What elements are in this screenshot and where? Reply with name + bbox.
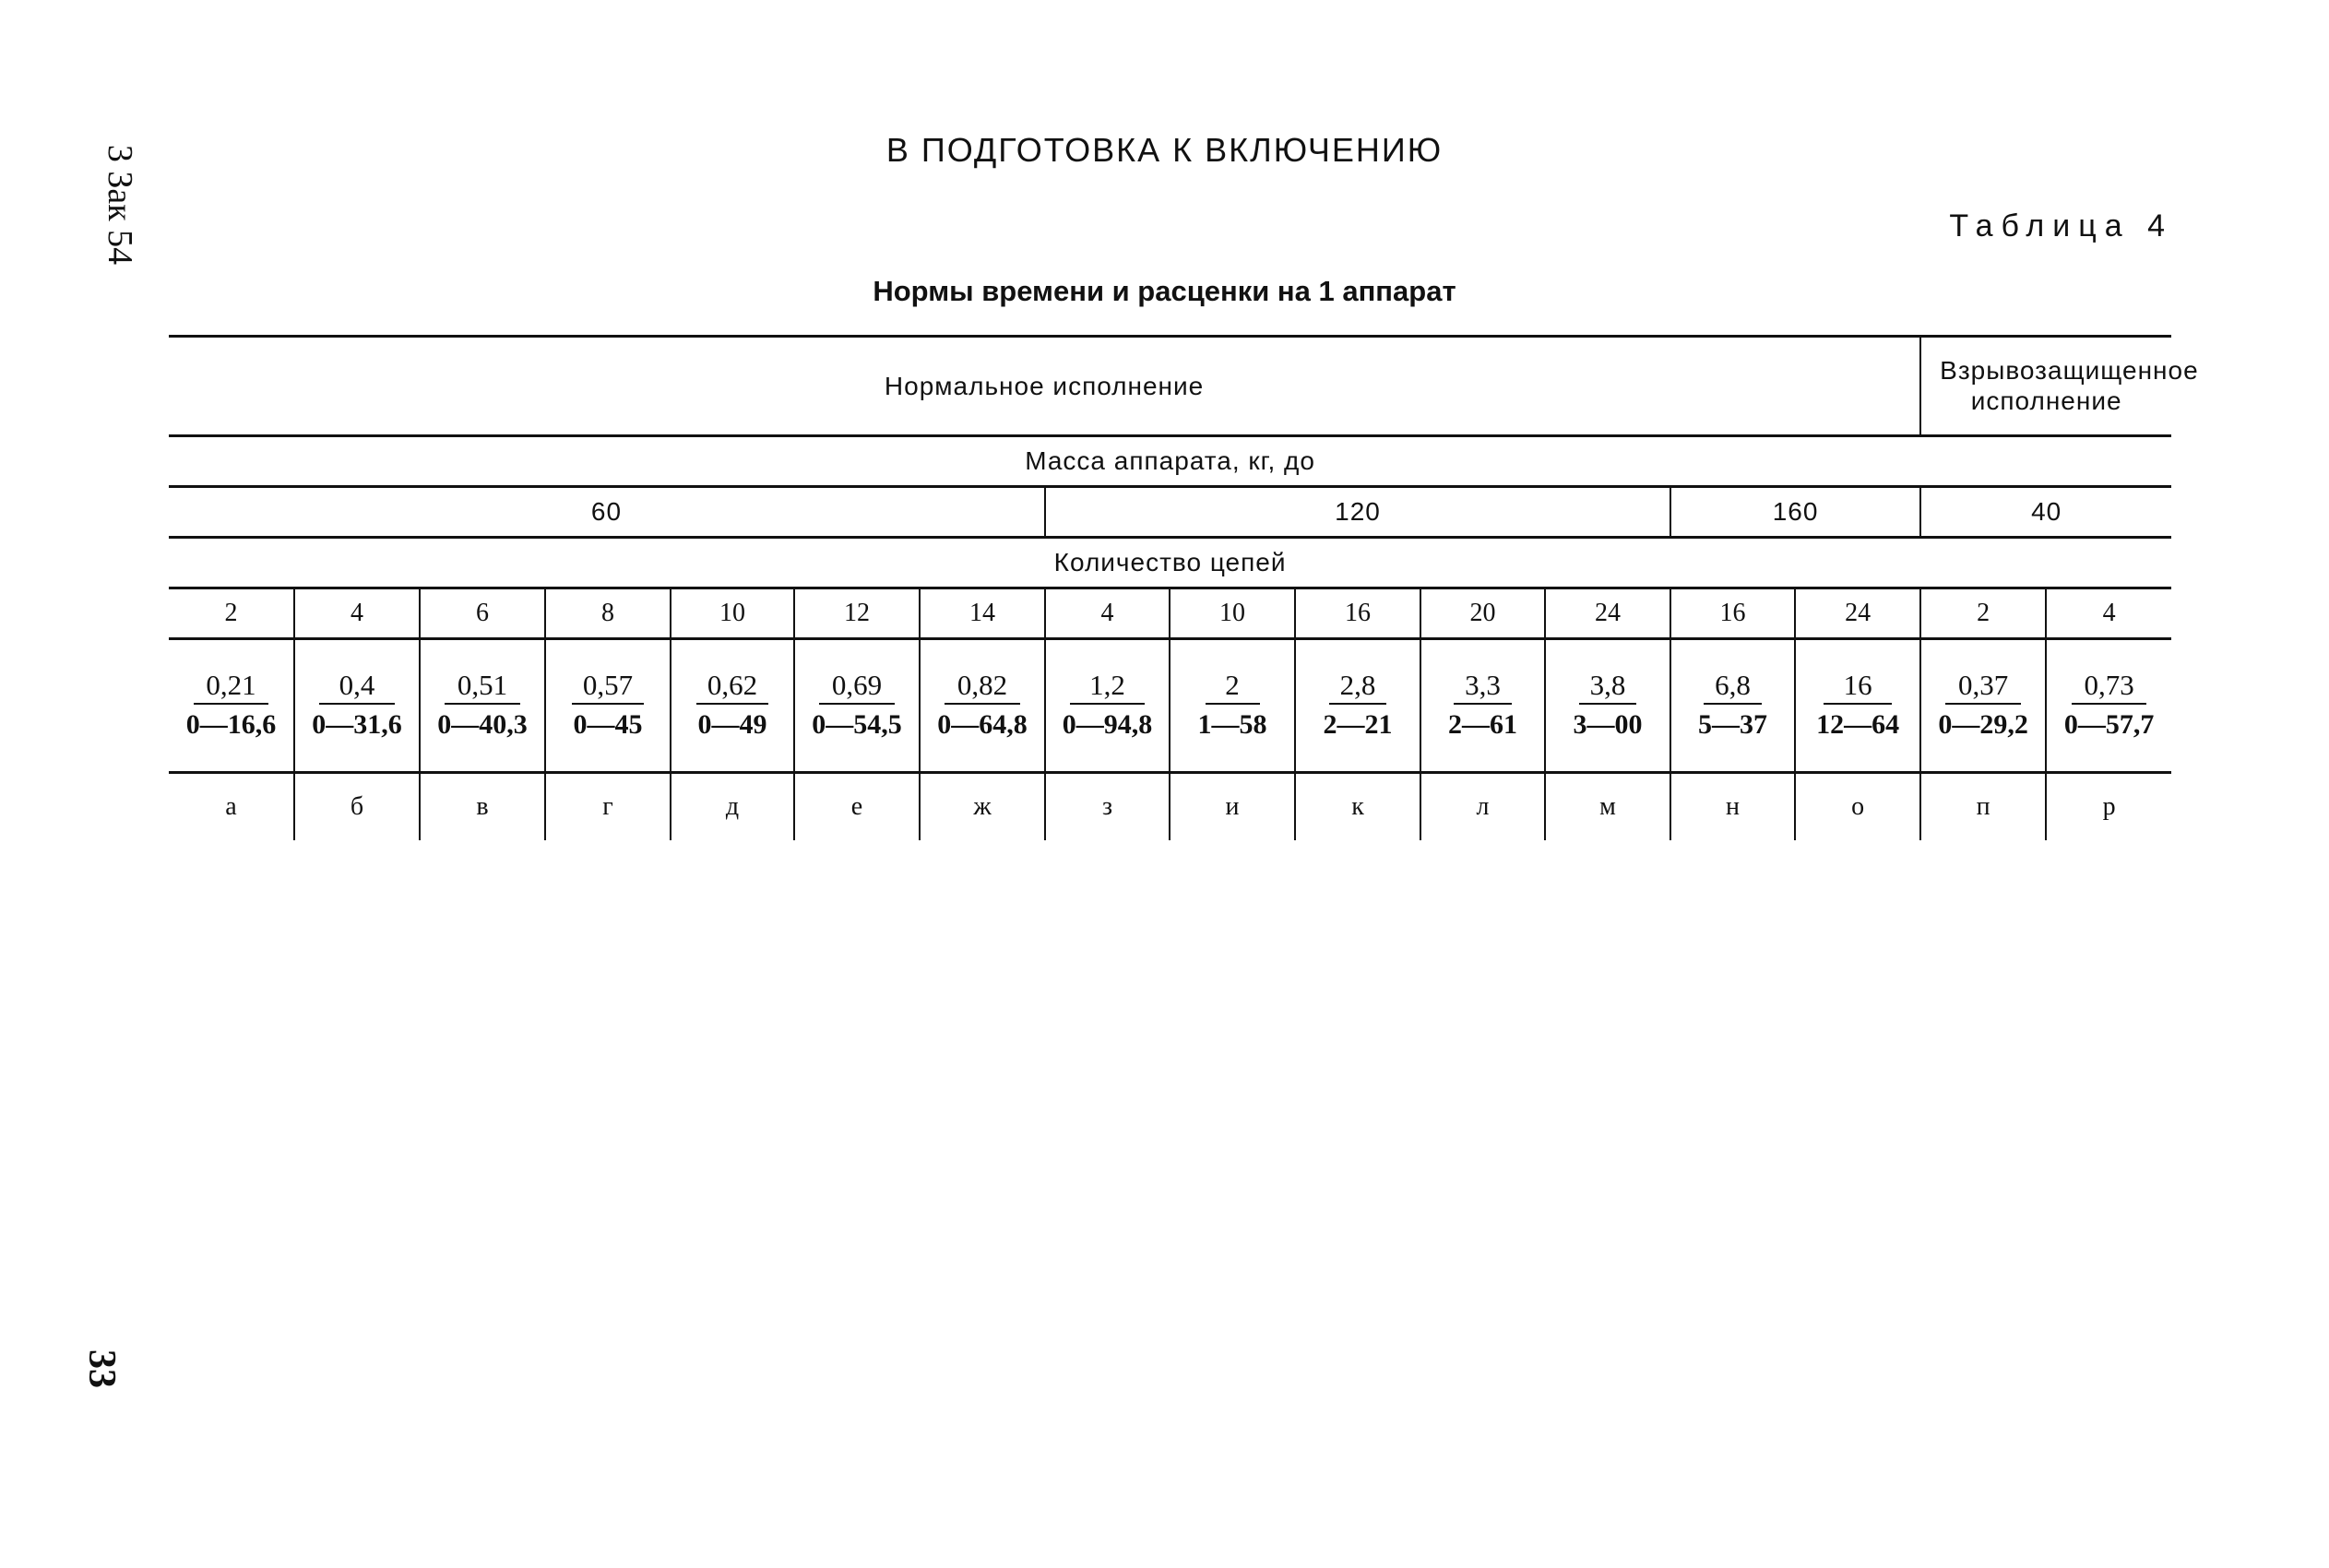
value-cell — [920, 639, 1045, 773]
page-number: 33 — [80, 1349, 123, 1388]
norm-rate-fraction — [689, 671, 776, 739]
circuit-count-cell: 8 — [545, 588, 671, 639]
value-cell — [2046, 639, 2171, 773]
time-norm: 0,57 — [572, 671, 644, 705]
time-norm: 3,8 — [1579, 671, 1637, 705]
column-letter-cell: о — [1795, 773, 1920, 841]
circuit-count-cell: 24 — [1795, 588, 1920, 639]
norm-rate-fraction — [1816, 671, 1899, 739]
time-norm: 0,73 — [2072, 671, 2147, 705]
norm-rate-fraction — [1938, 671, 2028, 739]
rate-price: 3—00 — [1573, 708, 1643, 740]
time-norm: 16 — [1824, 671, 1892, 705]
header-explosion: Взрывозащищенное исполнение — [1920, 337, 2171, 436]
value-cell — [420, 639, 545, 773]
norm-rate-fraction — [812, 671, 902, 739]
column-letter-cell: д — [671, 773, 794, 841]
rate-price: 2—21 — [1323, 708, 1393, 740]
norm-rate-fraction — [2064, 671, 2155, 739]
time-norm: 0,4 — [319, 671, 395, 705]
mass-groups-row — [169, 487, 2171, 538]
circuits-header: Количество цепей — [169, 538, 2171, 588]
value-cell — [1670, 639, 1795, 773]
value-cell — [1920, 639, 2046, 773]
rate-price: 0—40,3 — [437, 708, 528, 740]
time-norm: 0,82 — [945, 671, 1020, 705]
time-norm: 0,69 — [819, 671, 895, 705]
value-cell — [294, 639, 420, 773]
header-normal: Нормальное исполнение — [169, 337, 1920, 436]
time-norm: 2 — [1206, 671, 1260, 705]
time-norm: 1,2 — [1070, 671, 1146, 705]
circuit-count-cell: 14 — [920, 588, 1045, 639]
time-norm: 0,37 — [1945, 671, 2021, 705]
rate-price: 12—64 — [1816, 708, 1900, 740]
column-letter-cell: з — [1045, 773, 1170, 841]
time-norm: 3,3 — [1454, 671, 1512, 705]
rate-price: 0—16,6 — [185, 708, 277, 740]
rate-price: 0—94,8 — [1062, 708, 1153, 740]
norm-rate-fraction — [1572, 671, 1645, 739]
header-row-mass — [169, 436, 2171, 487]
column-letter-cell: г — [545, 773, 671, 841]
circuit-count-cell: 4 — [294, 588, 420, 639]
circuit-count-cell: 6 — [420, 588, 545, 639]
norm-rate-fraction — [312, 671, 402, 739]
column-letter-cell: н — [1670, 773, 1795, 841]
table-label: Таблица 4 — [1949, 208, 2173, 244]
norms-table — [169, 335, 2199, 840]
value-cell — [1295, 639, 1420, 773]
column-letter-cell: п — [1920, 773, 2046, 841]
norm-rate-fraction — [186, 671, 277, 739]
value-cell — [1420, 639, 1545, 773]
rate-price: 0—29,2 — [1938, 708, 2028, 740]
circuit-count-cell: 16 — [1670, 588, 1795, 639]
norm-rate-fraction — [937, 671, 1028, 739]
value-cell — [794, 639, 920, 773]
value-cell — [545, 639, 671, 773]
norm-rate-fraction — [1696, 671, 1769, 739]
column-letter-cell: к — [1295, 773, 1420, 841]
circuits-row — [169, 588, 2171, 639]
column-letter-cell: р — [2046, 773, 2171, 841]
norm-rate-fraction — [1198, 671, 1267, 739]
column-letter-cell: е — [794, 773, 920, 841]
circuit-count-cell: 2 — [1920, 588, 2046, 639]
column-letter-cell: м — [1545, 773, 1670, 841]
column-letter-cell: ж — [920, 773, 1045, 841]
norm-rate-fraction — [1063, 671, 1153, 739]
mass-group-cell: 60 — [169, 487, 1045, 538]
value-cell — [1795, 639, 1920, 773]
header-row-circuits — [169, 538, 2171, 588]
norm-rate-fraction — [1446, 671, 1519, 739]
rate-price: 2—61 — [1448, 708, 1517, 740]
rate-price: 5—37 — [1698, 708, 1767, 740]
value-cell — [671, 639, 794, 773]
column-letter-cell: а — [169, 773, 294, 841]
time-norm: 2,8 — [1329, 671, 1387, 705]
rate-price: 0—64,8 — [937, 708, 1028, 740]
column-letter-cell: б — [294, 773, 420, 841]
mass-group-cell: 160 — [1670, 487, 1920, 538]
circuit-count-cell: 20 — [1420, 588, 1545, 639]
header-row-execution — [169, 337, 2171, 436]
time-norm: 0,51 — [445, 671, 520, 705]
circuit-count-cell: 24 — [1545, 588, 1670, 639]
value-cell — [1545, 639, 1670, 773]
values-row — [169, 639, 2171, 773]
time-norm: 0,62 — [696, 671, 768, 705]
column-letter-cell: и — [1170, 773, 1295, 841]
norm-rate-fraction — [437, 671, 528, 739]
time-norm: 0,21 — [194, 671, 269, 705]
circuit-count-cell: 10 — [671, 588, 794, 639]
circuit-count-cell: 2 — [169, 588, 294, 639]
norm-rate-fraction — [1322, 671, 1395, 739]
margin-note: 3 Зак 54 — [101, 144, 139, 266]
rate-price: 0—45 — [573, 708, 643, 740]
rate-price: 0—49 — [697, 708, 767, 740]
value-cell — [169, 639, 294, 773]
table-caption: Нормы времени и расценки на 1 аппарат — [873, 275, 1456, 307]
rate-price: 1—58 — [1197, 708, 1267, 740]
value-cell — [1170, 639, 1295, 773]
letters-row — [169, 773, 2171, 841]
value-cell — [1045, 639, 1170, 773]
norm-rate-fraction — [564, 671, 651, 739]
circuit-count-cell: 16 — [1295, 588, 1420, 639]
rate-price: 0—31,6 — [312, 708, 402, 740]
rate-price: 0—54,5 — [812, 708, 902, 740]
mass-group-cell: 120 — [1045, 487, 1670, 538]
circuit-count-cell: 10 — [1170, 588, 1295, 639]
section-title: В ПОДГОТОВКА К ВКЛЮЧЕНИЮ — [885, 131, 1444, 169]
column-letter-cell: в — [420, 773, 545, 841]
circuit-count-cell: 12 — [794, 588, 920, 639]
mass-header: Масса аппарата, кг, до — [169, 436, 2171, 487]
mass-group-cell: 40 — [1920, 487, 2171, 538]
circuit-count-cell: 4 — [2046, 588, 2171, 639]
column-letter-cell: л — [1420, 773, 1545, 841]
time-norm: 6,8 — [1704, 671, 1762, 705]
rate-price: 0—57,7 — [2063, 708, 2155, 740]
circuit-count-cell: 4 — [1045, 588, 1170, 639]
